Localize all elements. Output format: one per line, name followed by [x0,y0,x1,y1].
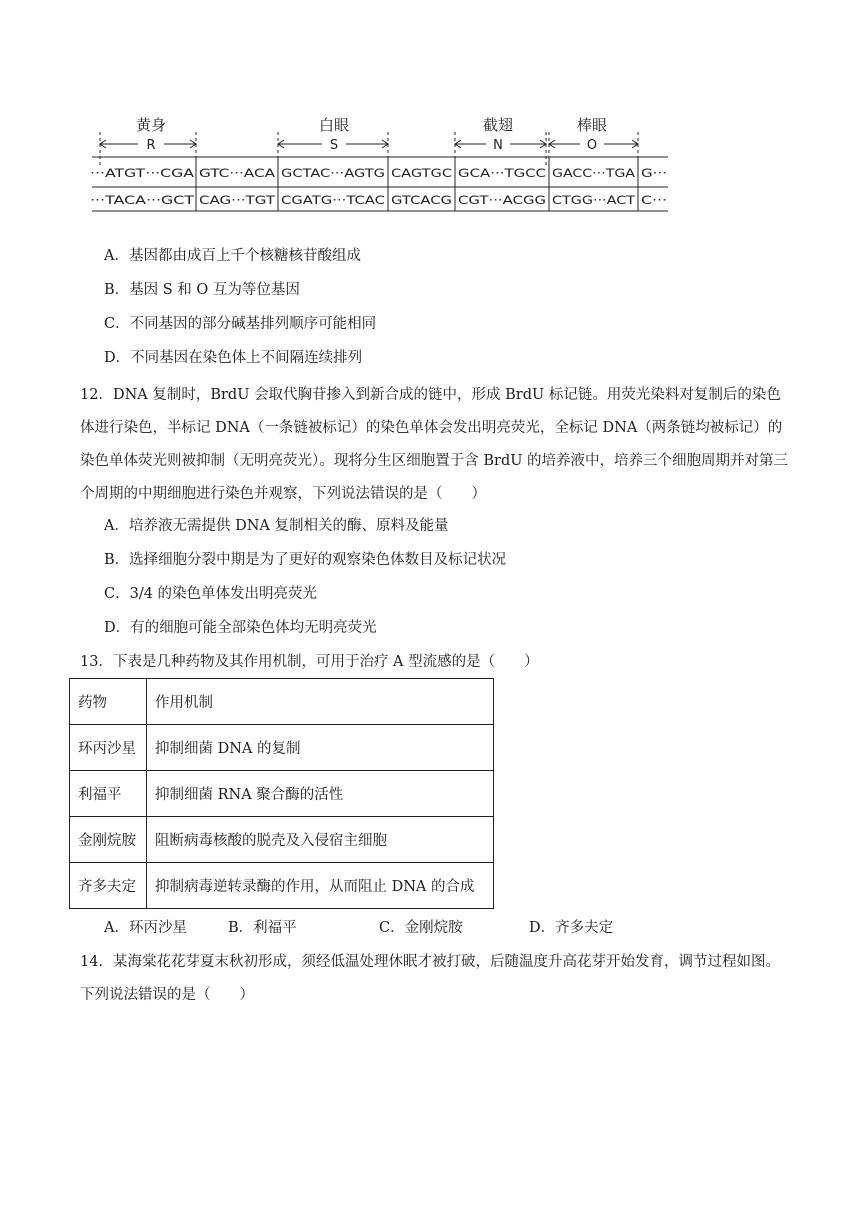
bottom-seg-7: C··· [641,193,667,207]
gene-symbol-o: O [586,138,598,153]
bottom-strand [90,193,667,207]
top-seg-1: ···ATGT···CGA [90,166,195,180]
gene-name-n: 截翅 [482,116,514,134]
q11-option-d: D．不同基因在染色体上不间隔连续排列 [104,350,363,366]
drug-table [69,678,494,909]
q13-option-d: D．齐多夫定 [529,920,614,936]
top-seg-3: GCTAC···AGTG [281,166,385,180]
q14-stem: 14．某海棠花花芽夏末秋初形成，须经低温处理休眠才被打破，后随温度升高花芽开始发育，调节过程如图。下列说法错误的是（ ） [80,954,780,1003]
q12-option-d: D．有的细胞可能全部染色体均无明亮荧光 [104,620,377,636]
table-cell: 环丙沙星 [70,725,147,771]
gene-symbol-r: R [146,138,156,153]
bottom-seg-6: CTGG···ACT [552,193,637,207]
bottom-seg-4: GTCACG [391,193,452,207]
q13-option-b: B．利福平 [228,920,297,936]
gene-span-arrows [100,140,638,148]
gene-name-r: 黄身 [135,116,167,134]
bottom-seg-5: CGT···ACGG [458,193,546,207]
table-header-row [70,679,494,725]
q11-option-b: B．基因 S 和 O 互为等位基因 [104,282,300,298]
table-cell: 抑制细菌 DNA 的复制 [147,725,494,771]
bottom-seg-1: ···TACA···GCT [90,193,196,207]
table-row [70,817,494,863]
top-strand [90,166,667,180]
top-seg-2: GTC···ACA [199,166,276,180]
table-cell: 抑制细菌 RNA 聚合酶的活性 [147,771,494,817]
bottom-seg-2: CAG···TGT [199,193,277,207]
table-row [70,771,494,817]
q13-option-a: A．环丙沙星 [104,920,187,936]
bottom-seg-3: CGATG···TCAC [281,193,385,207]
q11-option-c: C．不同基因的部分碱基排列顺序可能相同 [104,316,377,332]
table-cell: 利福平 [70,771,147,817]
q13-option-c: C．金刚烷胺 [379,920,463,936]
table-header-cell: 作用机制 [147,679,494,725]
q12-option-a: A．培养液无需提供 DNA 复制相关的酶、原料及能量 [104,518,449,534]
top-seg-5: GCA···TGCC [458,166,546,180]
table-cell: 金刚烷胺 [70,817,147,863]
table-cell: 齐多夫定 [70,863,147,909]
top-seg-6: GACC···TGA [552,166,636,180]
gene-sequence-diagram [88,108,688,218]
table-row [70,863,494,909]
table-header-cell: 药物 [70,679,147,725]
top-seg-7: G··· [641,166,667,180]
gene-boundary-dashes [100,132,638,168]
q12-stem: 12．DNA 复制时，BrdU 会取代胸苷掺入到新合成的链中，形成 BrdU 标记链。用荧光染料对复制后的染色体进行染色，半标记 DNA（一条链被标记）的染色单体会发出明亮荧光，全标记 DNA（两条链均被标记）的染色单体荧光则被抑制（无明亮荧光）。现将分生区细胞置于含 BrdU 的培养液中，培养三个细胞周期并对第三个周期的中期细胞进行染色并观察，下列说法错误的是（ ） [80,387,789,502]
q11-option-a: A．基因都由成百上千个核糖核苷酸组成 [104,248,361,264]
gene-name-s: 白眼 [318,116,350,134]
table-cell: 阻断病毒核酸的脱壳及入侵宿主细胞 [147,817,494,863]
gene-symbol-s: S [329,138,339,153]
gene-symbol-n: N [493,138,503,153]
gene-name-o: 棒眼 [576,116,608,134]
top-seg-4: CAGTGC [391,166,452,180]
table-cell: 抑制病毒逆转录酶的作用，从而阻止 DNA 的合成 [147,863,494,909]
q12-option-c: C．3/4 的染色单体发出明亮荧光 [104,586,318,602]
q12-option-b: B．选择细胞分裂中期是为了更好的观察染色体数目及标记状况 [104,552,507,568]
q13-stem: 13．下表是几种药物及其作用机制，可用于治疗 A 型流感的是（ ） [80,654,539,670]
table-row [70,725,494,771]
